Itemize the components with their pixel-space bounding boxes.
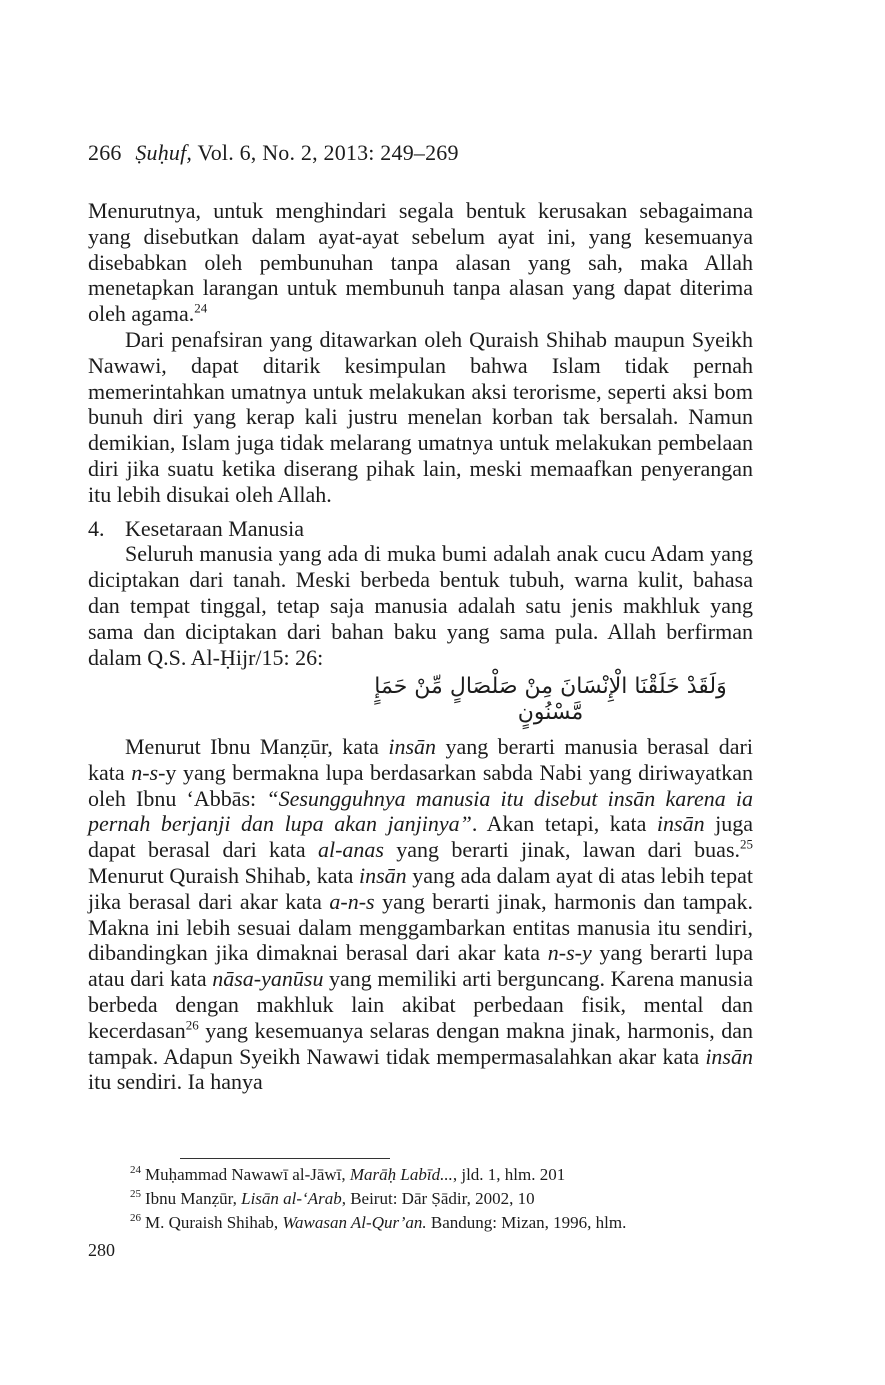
hadith-quote: “Sesungguhnya manusia itu disebut insān karena ia pernah berjanji dan lupa akan janjinya”	[88, 785, 753, 837]
footnote-author: M. Quraish Shihab,	[145, 1213, 283, 1232]
footnote-author: Ibnu Manẓūr,	[145, 1189, 242, 1208]
p4-text-h: yang ada dalam ayat di atas lebih tepat jika berasal dari akar kata	[88, 862, 753, 914]
term-nsy: n-s-y	[547, 940, 592, 966]
journal-name: Ṣuḥuf,	[135, 140, 193, 165]
running-header	[88, 140, 459, 166]
footnote-details: , Beirut: Dār Ṣādir, 2002, 10	[341, 1189, 535, 1208]
paragraph-1	[88, 198, 753, 327]
footnote-number: 25	[130, 1188, 141, 1201]
term-nasa-yanusu: nāsa-yanūsu	[212, 966, 324, 992]
p4-text-e: juga dapat berasal dari kata	[88, 811, 753, 863]
term-nsy: n-s-	[131, 759, 166, 785]
paragraph-4	[88, 734, 753, 1095]
footnote-ref-25: 25	[740, 836, 754, 852]
p4-text-i: yang berarti jinak, harmonis dan tampak. Makna ini lebih sesuai dalam menggambarkan entitas manusia itu sendiri, dibandingkan jika dimaknai berasal dari akar kata	[88, 888, 754, 966]
footnote-number: 24	[130, 1164, 141, 1177]
term-insan: insān	[656, 811, 705, 837]
footnote-24	[130, 1163, 755, 1187]
footnote-author: Muḥammad Nawawī al-Jāwī,	[145, 1165, 350, 1184]
p4-text-k: yang memiliki arti berguncang. Karena manusia berbeda dengan makhluk lain akibat perbedaan fisik, mental dan kecerdasan	[88, 966, 753, 1043]
section-title: Kesetaraan Manusia	[125, 515, 304, 541]
footnotes	[130, 1163, 755, 1235]
p4-text-c: y yang bermakna lupa berdasarkan sabda Nabi yang diriwayatkan oleh Ibnu ‘Abbās:	[88, 759, 753, 811]
section-number: 4.	[88, 515, 105, 541]
footnote-divider	[180, 1158, 390, 1159]
journal-citation: Vol. 6, No. 2, 2013: 249–269	[197, 140, 459, 165]
p4-text-j: yang berarti lupa atau dari kata	[88, 940, 753, 992]
paragraph-2: Dari penafsiran yang ditawarkan oleh Quraish Shihab maupun Syeikh Nawawi, dapat ditarik kesimpulan bahwa Islam tidak pernah memerintahkan umatnya untuk melakukan aksi terorisme, seperti aksi bom bunuh diri yang kerap kali justru menelan korban tak bersalah. Namun demikian, Islam juga tidak melarang umatnya untuk melakukan pembelaan diri jika suatu ketika diserang pihak lain, meski memaafkan penyerangan itu lebih disukai oleh Allah.	[88, 326, 753, 507]
section-heading	[88, 516, 753, 542]
paragraph-1-text: Menurutnya, untuk menghindari segala bentuk kerusakan sebagaimana yang disebutkan dalam ayat-ayat sebelum ayat ini, yang kesemuanya disebabkan oleh pembunuhan tanpa alasan yang sah, maka Allah menetapkan larangan untuk membunuh tanpa alasan yang dapat diterima oleh agama.	[88, 198, 753, 327]
body-text	[88, 198, 753, 1095]
term-al-anas: al-anas	[317, 837, 384, 863]
p4-text-b: yang berarti manusia berasal dari kata	[88, 733, 754, 785]
p4-text-f: yang berarti jinak, lawan dari buas.	[383, 837, 741, 863]
footnote-ref-24: 24	[194, 300, 208, 316]
p4-text-a: Menurut Ibnu Manẓūr, kata	[125, 733, 389, 759]
footnote-details: , jld. 1, hlm. 201	[452, 1165, 566, 1184]
footnote-title: Wawasan Al-Qur’an.	[282, 1213, 427, 1232]
arabic-verse: وَلَقَدْ خَلَقْنَا الْإِنْسَانَ مِنْ صَلْصَالٍ مِّنْ حَمَإٍ مَّسْنُونٍ	[374, 674, 727, 726]
p4-text-g: Menurut Quraish Shihab, kata	[88, 862, 359, 888]
footnote-title: Lisān al-‘Arab	[241, 1189, 342, 1208]
footnote-number: 26	[130, 1212, 141, 1225]
footnote-details: Bandung: Mizan, 1996, hlm.	[426, 1213, 627, 1232]
footnote-26	[130, 1211, 755, 1235]
page-number: 266	[88, 140, 122, 165]
p4-text-d: . Akan tetapi, kata	[471, 811, 657, 837]
term-insan: insān	[388, 733, 437, 759]
footnote-25	[130, 1187, 755, 1211]
footnote-ref-26: 26	[185, 1017, 199, 1033]
p4-text-l: yang kesemuanya selaras dengan makna jinak, harmonis, dan tampak. Adapun Syeikh Nawawi tidak mempermasalahkan akar kata	[88, 1017, 753, 1069]
term-insan: insān	[358, 862, 407, 888]
term-ans: a-n-s	[329, 888, 375, 914]
term-insan: insān	[705, 1043, 753, 1069]
footnote-title: Marāḥ Labīd...	[349, 1165, 453, 1184]
p4-text-m: itu sendiri. Ia hanya	[88, 1069, 263, 1095]
paragraph-3: Seluruh manusia yang ada di muka bumi adalah anak cucu Adam yang diciptakan dari tanah. Meski berbeda bentuk tubuh, warna kulit, bahasa dan tempat tinggal, tetap saja manusia adalah satu jenis makhluk yang sama dan diciptakan dari bahan baku yang sama pula. Allah berfirman dalam Q.S. Al-Ḥijr/15: 26:	[88, 541, 753, 670]
bottom-page-number: 280	[88, 1240, 115, 1260]
